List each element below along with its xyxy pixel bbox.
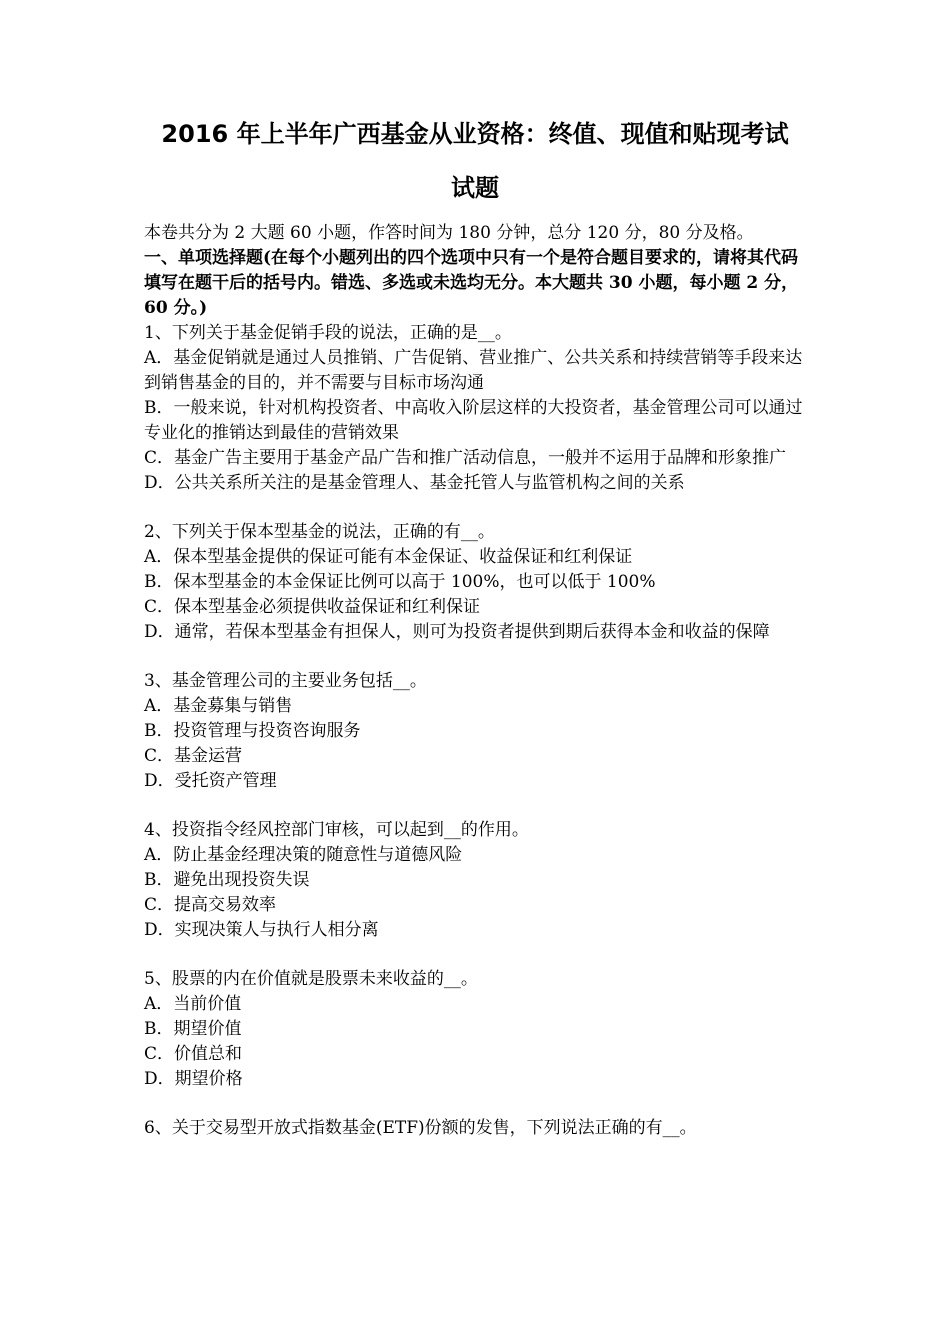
- question-stem: 6、关于交易型开放式指数基金(ETF)份额的发售，下列说法正确的有__。: [144, 1118, 697, 1138]
- option-a: A．当前价值: [144, 994, 242, 1014]
- option-a: A．基金促销就是通过人员推销、广告促销、营业推广、公共关系和持续营销等手段来达到销售基金的目的，并不需要与目标市场沟通: [144, 348, 803, 393]
- option-d: D．实现决策人与执行人相分离: [144, 920, 379, 940]
- question-6: [144, 1116, 814, 1141]
- question-stem: 3、基金管理公司的主要业务包括__。: [144, 671, 427, 691]
- option-b: B．投资管理与投资咨询服务: [144, 721, 361, 741]
- question-2: [144, 520, 814, 645]
- option-d: D．期望价格: [144, 1069, 243, 1089]
- option-c: C．保本型基金必须提供收益保证和红利保证: [144, 597, 481, 617]
- question-stem: 2、下列关于保本型基金的说法，正确的有__。: [144, 522, 495, 542]
- exam-intro: 本卷共分为 2 大题 60 小题，作答时间为 180 分钟，总分 120 分，80 分及格。: [144, 223, 754, 243]
- question-stem: 1、下列关于基金促销手段的说法，正确的是__。: [144, 323, 512, 343]
- option-a: A．防止基金经理决策的随意性与道德风险: [144, 845, 463, 865]
- option-c: C．基金广告主要用于基金产品广告和推广活动信息，一般并不运用于品牌和形象推广: [144, 448, 787, 468]
- option-b: B．保本型基金的本金保证比例可以高于 100%，也可以低于 100%: [144, 572, 656, 592]
- document-title-line-2: 试题: [451, 174, 499, 202]
- question-3: [144, 669, 814, 794]
- option-d: D．受托资产管理: [144, 771, 277, 791]
- option-b: B．期望价值: [144, 1019, 242, 1039]
- option-c: C．基金运营: [144, 746, 243, 766]
- question-1: [144, 321, 814, 496]
- option-d: D．公共关系所关注的是基金管理人、基金托管人与监管机构之间的关系: [144, 473, 685, 493]
- question-stem: 4、投资指令经风控部门审核，可以起到__的作用。: [144, 820, 529, 840]
- question-stem: 5、股票的内在价值就是股票未来收益的__。: [144, 969, 478, 989]
- option-b: B．一般来说，针对机构投资者、中高收入阶层这样的大投资者，基金管理公司可以通过专业化的推销达到最佳的营销效果: [144, 398, 803, 443]
- document-body: [144, 221, 814, 1141]
- question-5: [144, 967, 814, 1092]
- section-heading: 一、单项选择题(在每个小题列出的四个选项中只有一个是符合题目要求的，请将其代码填写在题干后的括号内。错选、多选或未选均无分。本大题共 30 小题，每小题 2 分，60 分。): [144, 248, 799, 318]
- option-c: C．价值总和: [144, 1044, 243, 1064]
- option-c: C．提高交易效率: [144, 895, 277, 915]
- option-a: A．基金募集与销售: [144, 696, 293, 716]
- option-a: A．保本型基金提供的保证可能有本金保证、收益保证和红利保证: [144, 547, 633, 567]
- option-b: B．避免出现投资失误: [144, 870, 310, 890]
- question-4: [144, 818, 814, 943]
- option-d: D．通常，若保本型基金有担保人，则可为投资者提供到期后获得本金和收益的保障: [144, 622, 770, 642]
- document-title-line-1: 2016 年上半年广西基金从业资格：终值、现值和贴现考试: [161, 120, 789, 148]
